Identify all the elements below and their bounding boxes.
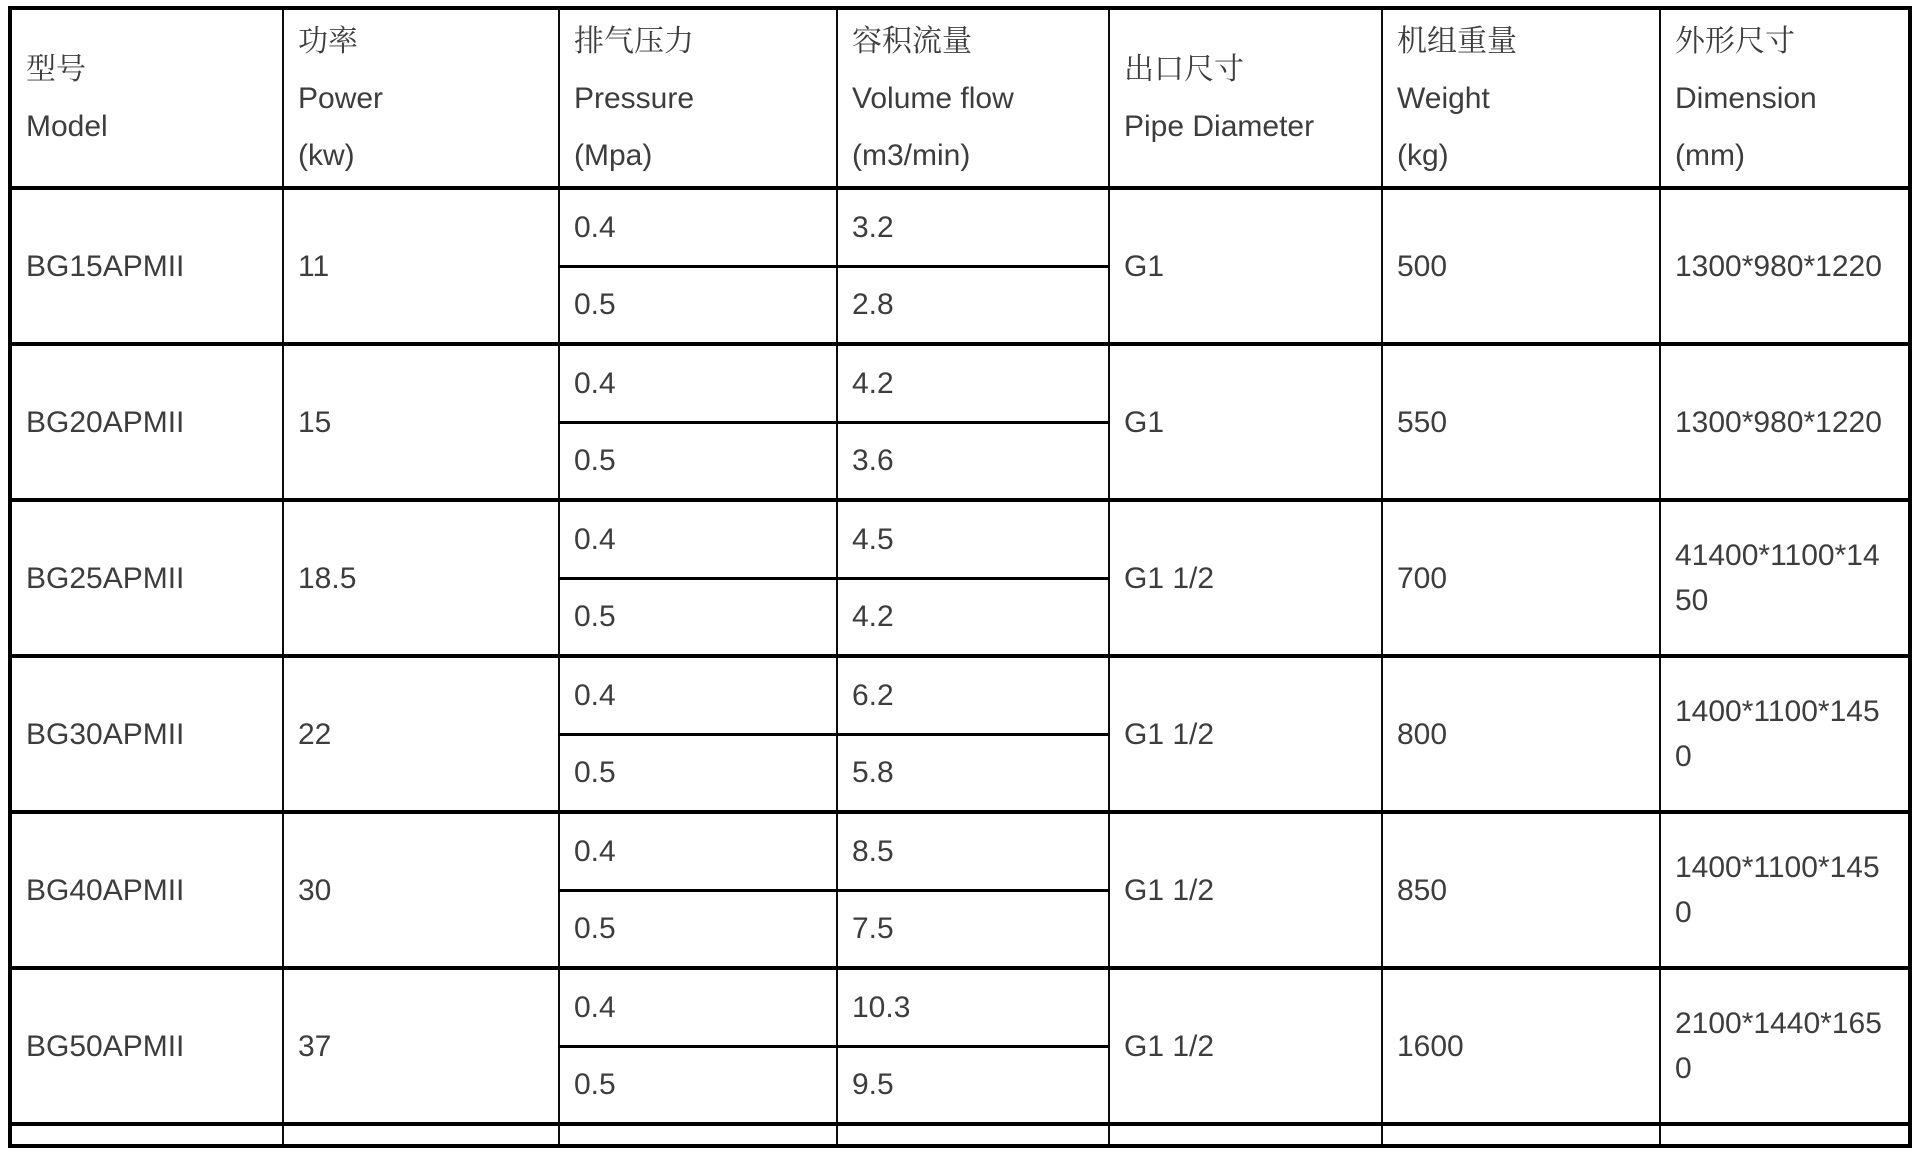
header-dimension-unit: (mm) (1675, 138, 1745, 172)
flow-cell: 5.8 (837, 734, 1109, 812)
header-pipe-diameter-cn: 出口尺寸 (1124, 53, 1244, 86)
flow-cell: 6.2 (837, 656, 1109, 734)
header-weight (1382, 8, 1660, 188)
weight-cell: 1600 (1382, 968, 1660, 1124)
header-pipe-diameter-en: Pipe Diameter (1124, 110, 1315, 143)
header-volume-flow-unit: (m3/min) (852, 138, 971, 172)
flow-cell: 7.5 (837, 890, 1109, 968)
header-dimension-en: Dimension (1675, 81, 1817, 115)
header-power (283, 8, 559, 188)
header-pipe-diameter (1109, 8, 1382, 188)
flow-cell: 3.2 (837, 188, 1109, 266)
header-weight-cn: 机组重量 (1397, 24, 1517, 58)
flow-cell: 4.5 (837, 500, 1109, 578)
model-cell: BG50APMII (10, 968, 283, 1124)
header-model-cn: 型号 (26, 53, 86, 86)
header-pressure-en: Pressure (574, 81, 695, 115)
table-row (10, 812, 1910, 890)
pipe-diameter-cell: G1 1/2 (1109, 500, 1382, 656)
compressor-spec-table (8, 6, 1912, 1148)
header-pressure (559, 8, 837, 188)
clipped-cell (283, 1124, 559, 1146)
dimension-cell: 41400*1100*1450 (1660, 500, 1910, 656)
header-pressure-unit: (Mpa) (574, 138, 653, 172)
dimension-cell: 1400*1100*1450 (1660, 656, 1910, 812)
pressure-cell: 0.5 (559, 890, 837, 968)
header-pressure-cn: 排气压力 (574, 24, 694, 58)
pressure-cell: 0.4 (559, 968, 837, 1046)
weight-cell: 800 (1382, 656, 1660, 812)
pressure-cell: 0.4 (559, 812, 837, 890)
pressure-cell: 0.5 (559, 734, 837, 812)
pressure-cell: 0.5 (559, 422, 837, 500)
power-cell: 11 (283, 188, 559, 344)
header-model (10, 8, 283, 188)
dimension-cell: 1300*980*1220 (1660, 344, 1910, 500)
table-row (10, 656, 1910, 734)
clipped-cell (559, 1124, 837, 1146)
table-row (10, 968, 1910, 1046)
header-volume-flow-cn: 容积流量 (852, 24, 972, 58)
pipe-diameter-cell: G1 (1109, 344, 1382, 500)
pipe-diameter-cell: G1 1/2 (1109, 812, 1382, 968)
flow-cell: 4.2 (837, 344, 1109, 422)
pressure-cell: 0.4 (559, 656, 837, 734)
pipe-diameter-cell: G1 1/2 (1109, 968, 1382, 1124)
flow-cell: 3.6 (837, 422, 1109, 500)
clipped-cell (10, 1124, 283, 1146)
header-model-en: Model (26, 110, 108, 143)
pressure-cell: 0.4 (559, 344, 837, 422)
dimension-cell: 1400*1100*1450 (1660, 812, 1910, 968)
power-cell: 30 (283, 812, 559, 968)
power-cell: 37 (283, 968, 559, 1124)
header-power-cn: 功率 (298, 24, 358, 58)
header-power-unit: (kw) (298, 138, 355, 172)
power-cell: 18.5 (283, 500, 559, 656)
dimension-cell: 2100*1440*1650 (1660, 968, 1910, 1124)
flow-cell: 2.8 (837, 266, 1109, 344)
weight-cell: 500 (1382, 188, 1660, 344)
model-cell: BG15APMII (10, 188, 283, 344)
flow-cell: 9.5 (837, 1046, 1109, 1124)
dimension-cell: 1300*980*1220 (1660, 188, 1910, 344)
pressure-cell: 0.5 (559, 266, 837, 344)
power-cell: 15 (283, 344, 559, 500)
clipped-cell (1660, 1124, 1910, 1146)
pipe-diameter-cell: G1 1/2 (1109, 656, 1382, 812)
weight-cell: 550 (1382, 344, 1660, 500)
header-volume-flow-en: Volume flow (852, 81, 1014, 115)
pressure-cell: 0.4 (559, 500, 837, 578)
header-weight-unit: (kg) (1397, 138, 1449, 172)
pressure-cell: 0.5 (559, 578, 837, 656)
flow-cell: 10.3 (837, 968, 1109, 1046)
header-volume-flow (837, 8, 1109, 188)
weight-cell: 850 (1382, 812, 1660, 968)
header-dimension (1660, 8, 1910, 188)
table-row (10, 344, 1910, 422)
model-cell: BG40APMII (10, 812, 283, 968)
flow-cell: 8.5 (837, 812, 1109, 890)
model-cell: BG30APMII (10, 656, 283, 812)
header-weight-en: Weight (1397, 81, 1490, 115)
clipped-cell (1382, 1124, 1660, 1146)
power-cell: 22 (283, 656, 559, 812)
model-cell: BG25APMII (10, 500, 283, 656)
pressure-cell: 0.5 (559, 1046, 837, 1124)
header-power-en: Power (298, 81, 384, 115)
table-row (10, 500, 1910, 578)
pressure-cell: 0.4 (559, 188, 837, 266)
header-dimension-cn: 外形尺寸 (1675, 24, 1795, 58)
header-row (10, 8, 1910, 188)
flow-cell: 4.2 (837, 578, 1109, 656)
model-cell: BG20APMII (10, 344, 283, 500)
clipped-cell (1109, 1124, 1382, 1146)
clipped-cell (837, 1124, 1109, 1146)
table-row (10, 188, 1910, 266)
weight-cell: 700 (1382, 500, 1660, 656)
pipe-diameter-cell: G1 (1109, 188, 1382, 344)
clipped-row (10, 1124, 1910, 1146)
